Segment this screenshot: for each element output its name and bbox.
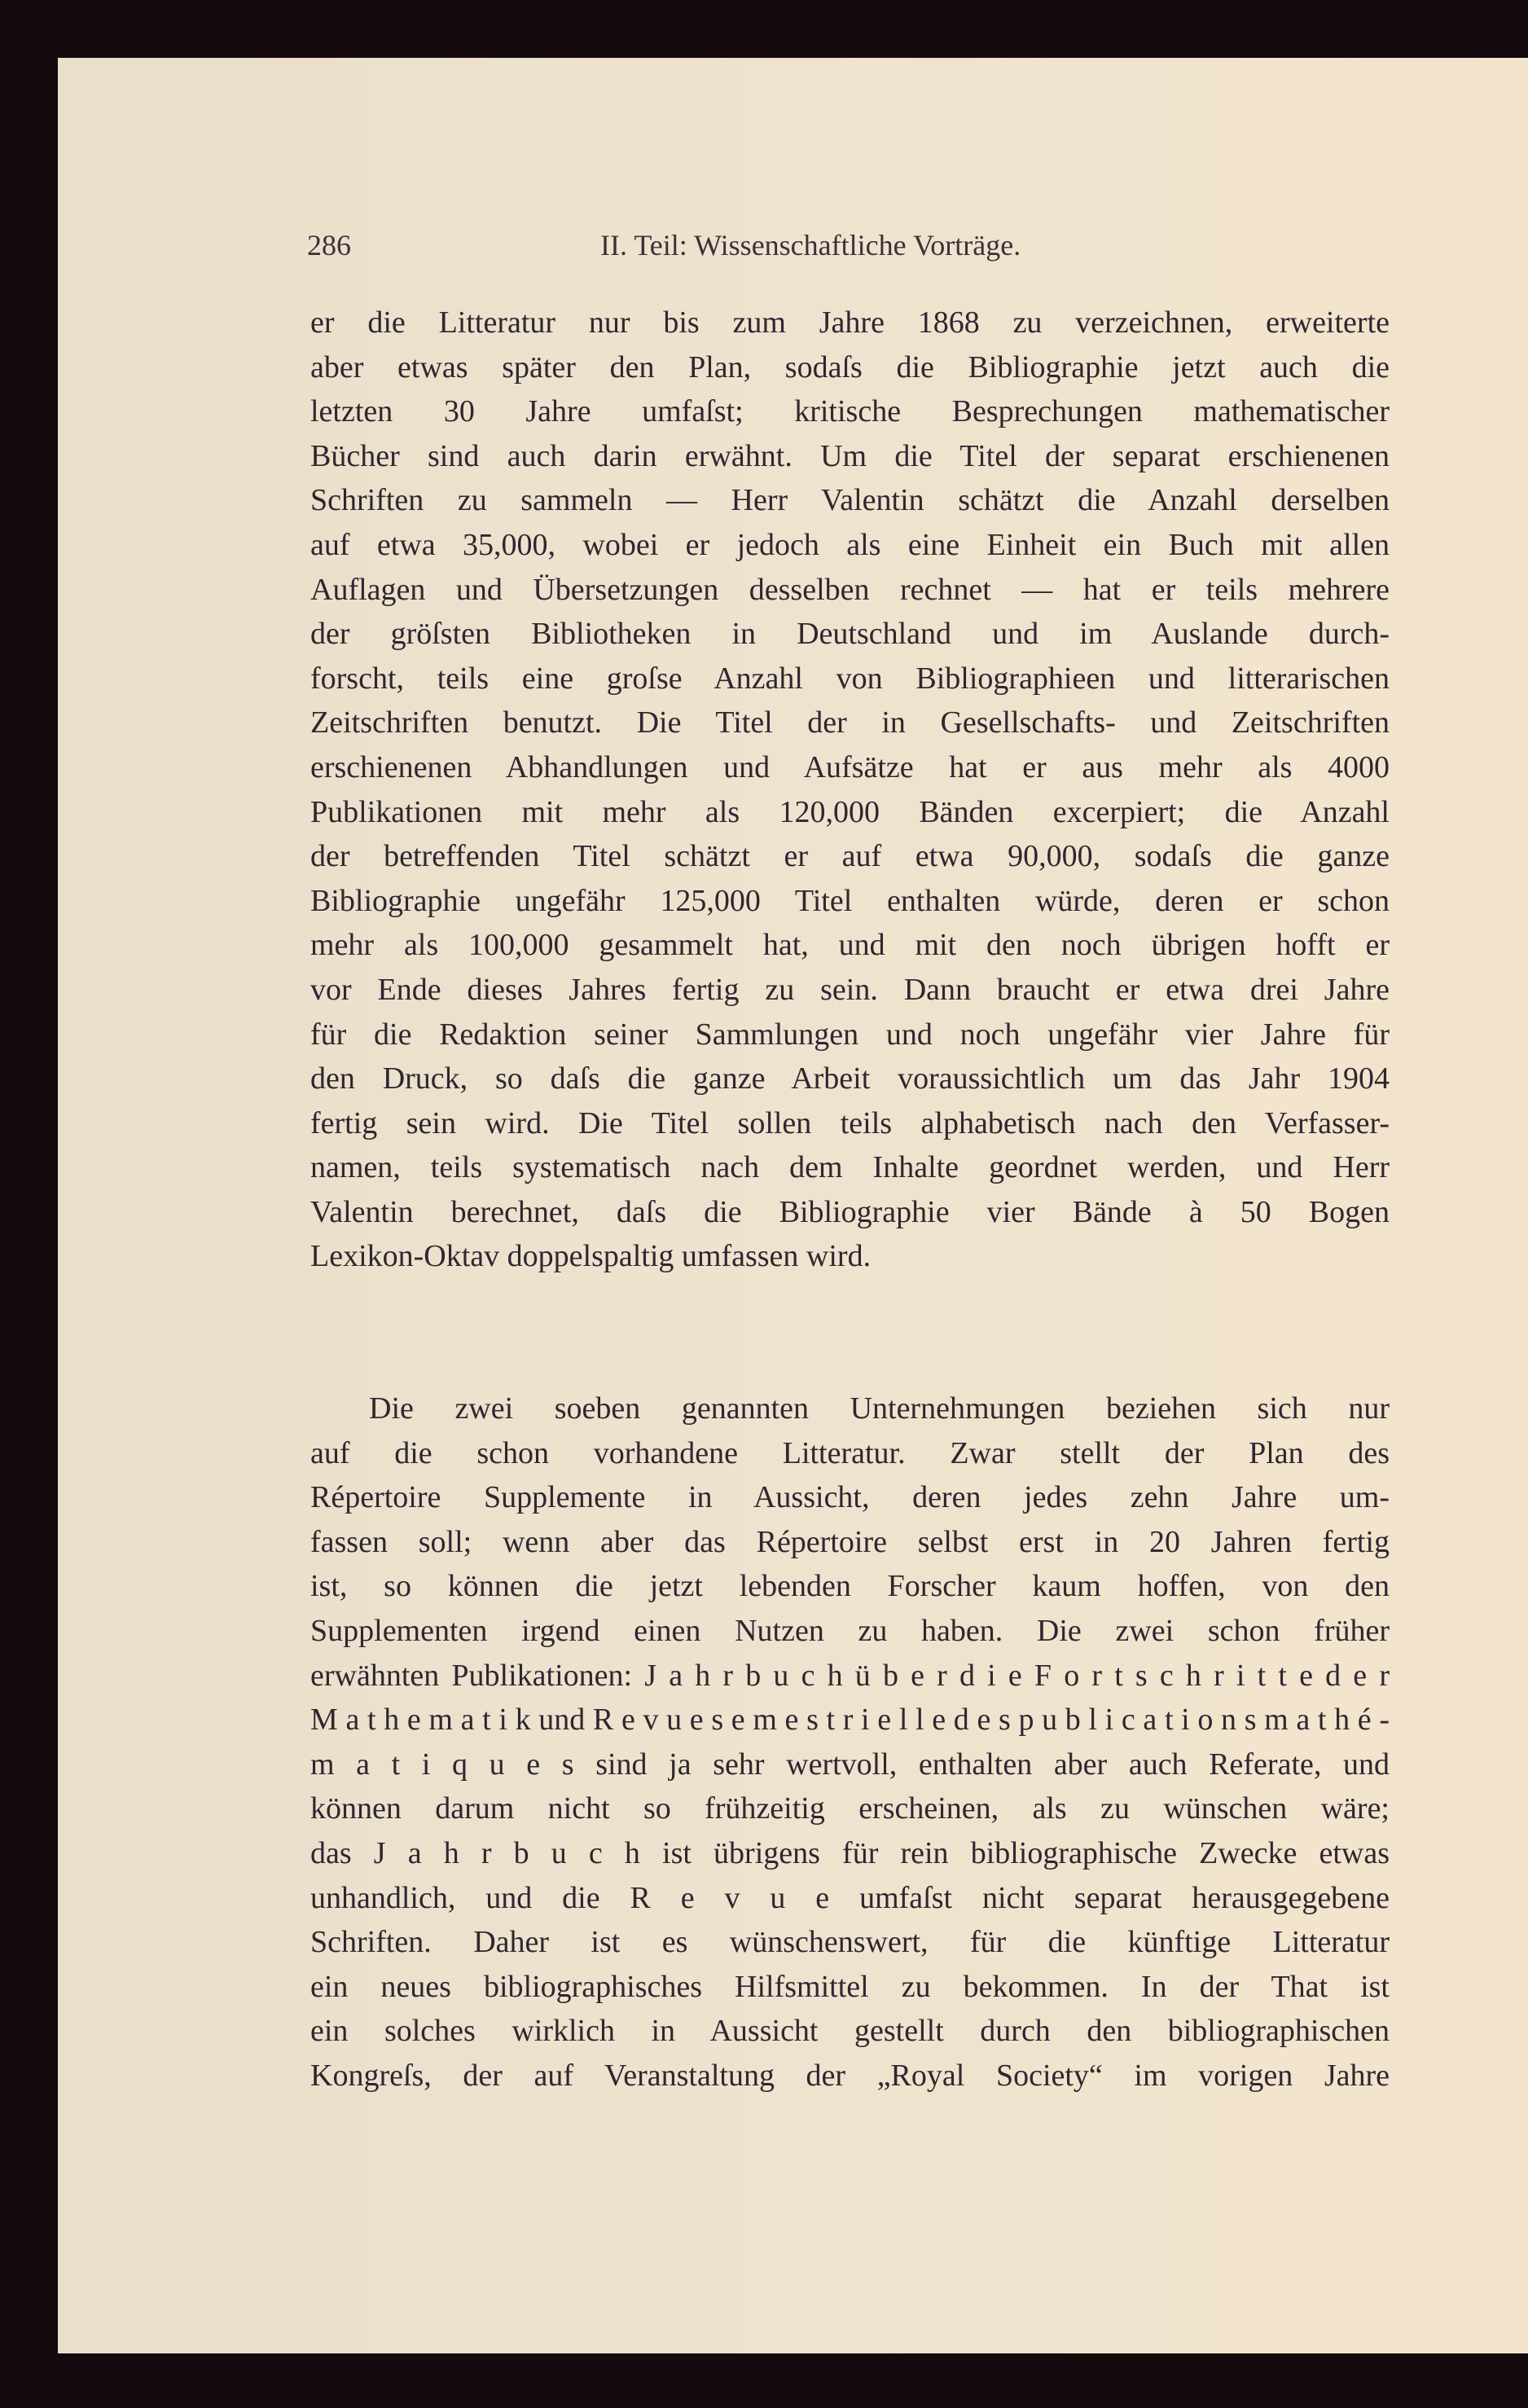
text-line: fertig sein wird. Die Titel sollen teils alphabetisch nach den Verfasser- xyxy=(310,1105,1390,1140)
text-line: Die zwei soeben genannten Unternehmungen beziehen sich nur xyxy=(369,1391,1390,1426)
text-line: auf die schon vorhandene Litteratur. Zwar stellt der Plan des xyxy=(310,1435,1390,1470)
running-header xyxy=(307,228,1390,272)
text-line: aber etwas später den Plan, sodaſs die Bibliographie jetzt auch die xyxy=(310,349,1390,384)
text-line: das J a h r b u c h ist übrigens für rein bibliographische Zwecke etwas xyxy=(310,1835,1390,1870)
text-line: Zeitschriften benutzt. Die Titel der in Gesellschafts- und Zeitschriften xyxy=(310,705,1390,740)
text-line: vor Ende dieses Jahres fertig zu sein. Dann braucht er etwa drei Jahre xyxy=(310,972,1390,1007)
text-line: ein neues bibliographisches Hilfsmittel zu bekommen. In der That ist xyxy=(310,1969,1390,2004)
text-line: letzten 30 Jahre umfaſst; kritische Besprechungen mathematischer xyxy=(310,394,1390,429)
text-line: Schriften. Daher ist es wünschenswert, für die künftige Litteratur xyxy=(310,1925,1390,1960)
text-line: Kongreſs, der auf Veranstaltung der „Royal Society“ im vorigen Jahre xyxy=(310,2058,1390,2093)
text-line: Publikationen mit mehr als 120,000 Bänden excerpiert; die Anzahl xyxy=(310,794,1390,829)
text-line: Lexikon-Oktav doppelspaltig umfassen wird. xyxy=(310,1239,872,1274)
text-line: erwähnten Publikationen: J a h r b u c h ü b e r d i e F o r t s c h r i t t e d e r xyxy=(310,1658,1390,1693)
text-line: Bücher sind auch darin erwähnt. Um die Titel der separat erschienenen xyxy=(310,438,1390,473)
text-line: M a t h e m a t i k und R e v u e s e m e s t r i e l l e d e s p u b l i c a t i o n s m a t h é - xyxy=(310,1703,1390,1738)
text-line: der gröſsten Bibliotheken in Deutschland und im Auslande durch- xyxy=(310,617,1390,652)
text-line: Schriften zu sammeln — Herr Valentin schätzt die Anzahl derselben xyxy=(310,483,1390,518)
text-line: ein solches wirklich in Aussicht gestellt durch den bibliographischen xyxy=(310,2014,1390,2049)
text-line: für die Redaktion seiner Sammlungen und noch ungefähr vier Jahre für xyxy=(310,1017,1390,1052)
text-line: Supplementen irgend einen Nutzen zu haben. Die zwei schon früher xyxy=(310,1613,1390,1648)
text-line: mehr als 100,000 gesammelt hat, und mit den noch übrigen hofft er xyxy=(310,928,1390,963)
text-line: Répertoire Supplemente in Aussicht, deren jedes zehn Jahre um- xyxy=(310,1480,1390,1515)
text-line: Bibliographie ungefähr 125,000 Titel enthalten würde, deren er schon xyxy=(310,883,1390,918)
page-number: 286 xyxy=(307,229,351,261)
text-line: Valentin berechnet, daſs die Bibliographie vier Bände à 50 Bogen xyxy=(310,1194,1390,1229)
paragraph-1 xyxy=(310,301,1390,1279)
running-title: II. Teil: Wissenschaftliche Vorträge. xyxy=(600,229,1021,261)
text-line: er die Litteratur nur bis zum Jahre 1868 zu verzeichnen, erweiterte xyxy=(310,305,1390,340)
text-line: forscht, teils eine groſse Anzahl von Bibliographieen und litterarischen xyxy=(310,661,1390,696)
text-line: den Druck, so daſs die ganze Arbeit voraussichtlich um das Jahr 1904 xyxy=(310,1061,1390,1096)
text-line: erschienenen Abhandlungen und Aufsätze hat er aus mehr als 4000 xyxy=(310,749,1390,784)
text-line: können darum nicht so frühzeitig erscheinen, als zu wünschen wäre; xyxy=(310,1791,1390,1826)
text-line: ist, so können die jetzt lebenden Forscher kaum hoffen, von den xyxy=(310,1569,1390,1604)
text-line: m a t i q u e s sind ja sehr wertvoll, enthalten aber auch Referate, und xyxy=(310,1747,1390,1782)
text-line: auf etwa 35,000, wobei er jedoch als eine Einheit ein Buch mit allen xyxy=(310,527,1390,562)
text-line: fassen soll; wenn aber das Répertoire selbst erst in 20 Jahren fertig xyxy=(310,1524,1390,1559)
text-line: unhandlich, und die R e v u e umfaſst nicht separat herausgegebene xyxy=(310,1880,1390,1915)
paragraph-2 xyxy=(310,1386,1390,2098)
text-line: namen, teils systematisch nach dem Inhalte geordnet werden, und Herr xyxy=(310,1150,1390,1185)
text-line: Auflagen und Übersetzungen desselben rechnet — hat er teils mehrere xyxy=(310,572,1390,607)
text-line: der betreffenden Titel schätzt er auf etwa 90,000, sodaſs die ganze xyxy=(310,839,1390,874)
